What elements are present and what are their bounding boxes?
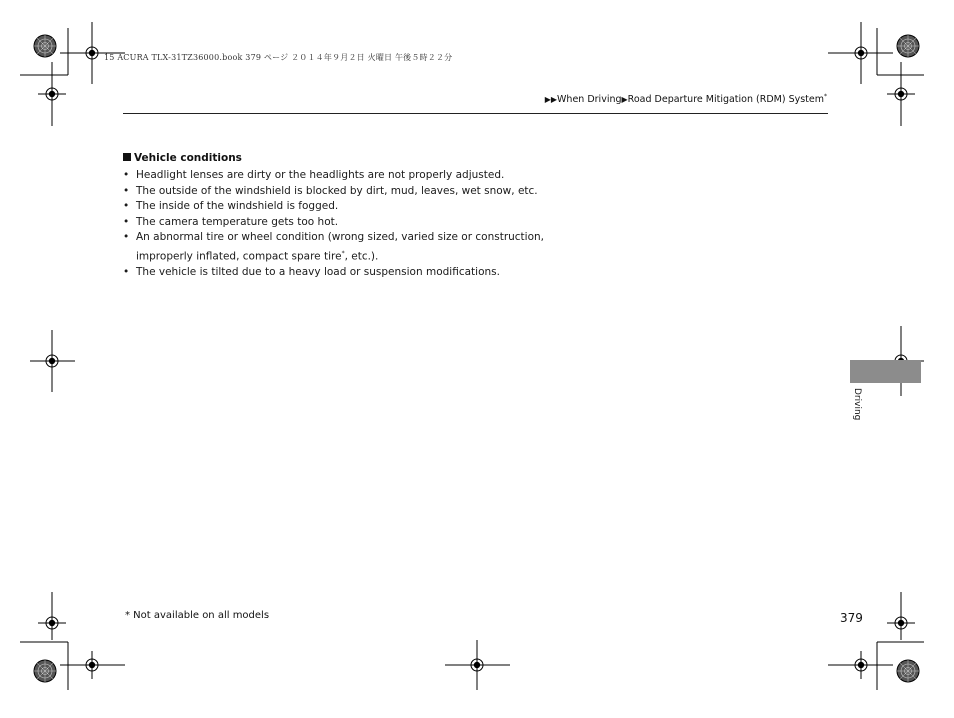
breadcrumb: [545, 93, 827, 105]
list-item-text: The vehicle is tilted due to a heavy load or suspension modifications.: [136, 265, 500, 278]
list-item: [123, 215, 553, 231]
list-item-text: The outside of the windshield is blocked by dirt, mud, leaves, wet snow, etc.: [136, 184, 538, 197]
bullet-icon: •: [123, 231, 130, 243]
bullet-icon: •: [123, 215, 130, 228]
list-item-text: The camera temperature gets too hot.: [136, 215, 339, 228]
list-item-text: The inside of the windshield is fogged.: [136, 200, 339, 212]
bullet-icon: •: [123, 265, 130, 278]
breadcrumb-footnote-mark: *: [824, 93, 827, 100]
section-heading: [123, 152, 242, 164]
bullet-icon: •: [123, 200, 130, 212]
bullet-icon: •: [123, 169, 130, 181]
print-info-line: 15 ACURA TLX-31TZ36000.book 379 ページ ２０１４年９月２日 火曜日 午後５時２２分: [104, 53, 453, 62]
bullet-icon: •: [123, 184, 130, 197]
color-rosette-icon: [34, 35, 56, 57]
footnote-mark: *: [341, 249, 345, 257]
breadcrumb-level2: Road Departure Mitigation (RDM) System: [627, 94, 824, 106]
list-item: [123, 199, 553, 215]
breadcrumb-separator-icon: ▶: [621, 95, 628, 105]
square-bullet-icon: [123, 153, 131, 161]
color-rosette-icon: [34, 660, 56, 682]
footnote: * Not available on all models: [125, 610, 270, 621]
page-number: 379: [840, 611, 863, 625]
list-item-text: An abnormal tire or wheel condition (wrong sized, varied size or construction, improperly inflated, compact spare tire: [136, 231, 545, 262]
header-rule: [123, 113, 828, 114]
list-item: [123, 184, 553, 200]
list-item-text: , etc.).: [344, 250, 379, 262]
list-item: [123, 230, 553, 265]
list-item: [123, 168, 553, 184]
color-rosette-icon: [897, 35, 919, 57]
conditions-list: [123, 168, 553, 280]
chapter-tab-label: Driving: [852, 388, 862, 421]
color-rosette-icon: [897, 660, 919, 682]
list-item-text: Headlight lenses are dirty or the headlights are not properly adjusted.: [136, 169, 505, 181]
chapter-tab: [850, 360, 921, 383]
breadcrumb-arrow-icon: ▶▶: [544, 95, 558, 105]
breadcrumb-level1: When Driving: [557, 94, 622, 106]
section-title: Vehicle conditions: [134, 152, 242, 164]
list-item: [123, 265, 553, 281]
